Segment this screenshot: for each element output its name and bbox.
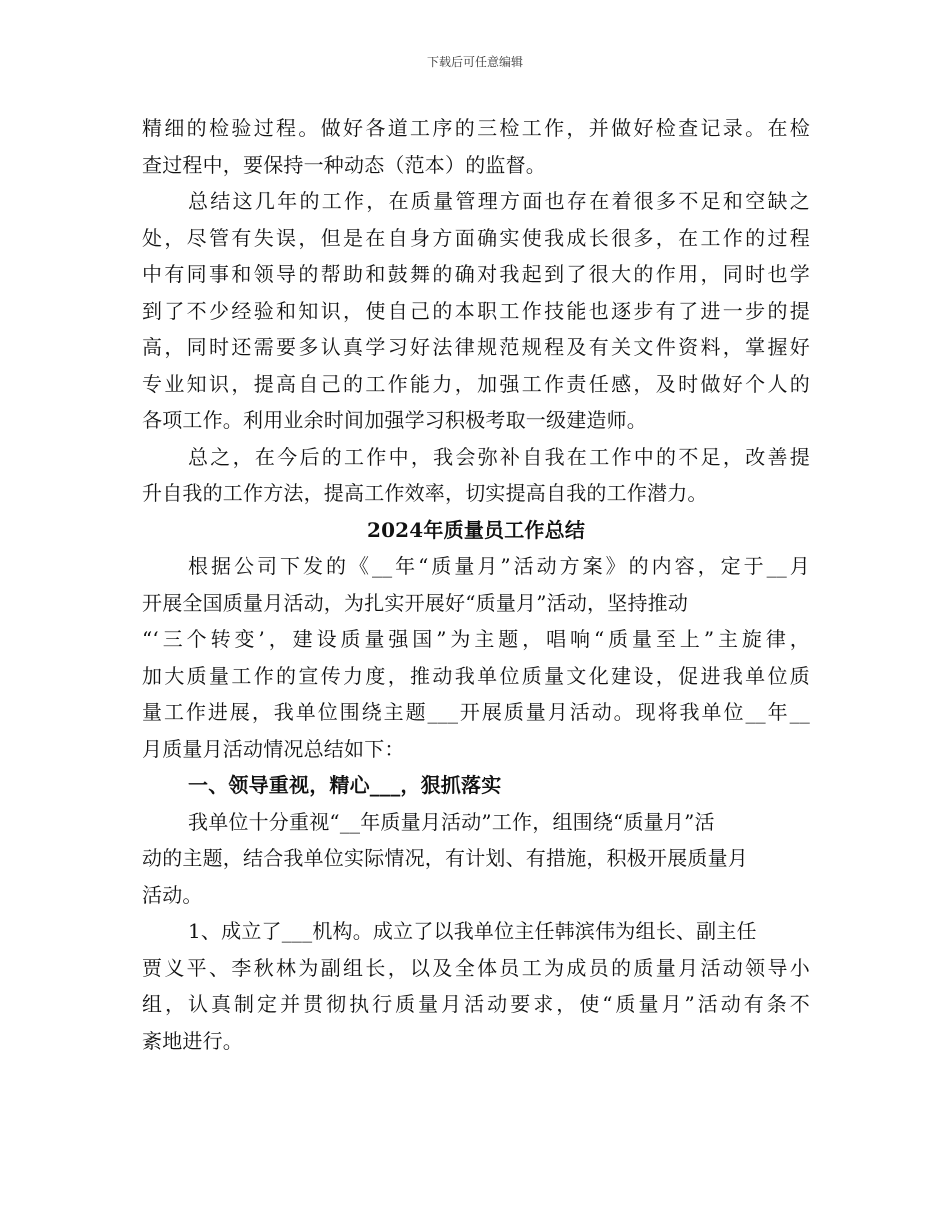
paragraph-line: 我单位十分重视“__年质量月活动”工作，组围绕“质量月”活 bbox=[188, 809, 715, 834]
paragraph-line: 动的主题，结合我单位实际情况，有计划、有措施，积极开展质量月 bbox=[142, 846, 748, 870]
paragraph-line: 组，认真制定并贯彻执行质量月活动要求，使“质量月”活动有条不 bbox=[142, 992, 810, 1016]
page-header-note: 下载后可任意编辑 bbox=[426, 55, 523, 69]
paragraph-line: 加大质量工作的宣传力度，推动我单位质量文化建设，促进我单位质 bbox=[142, 663, 810, 688]
paragraph-line: “‘三个转变’，建设质量强国”为主题，唱响“质量至上”主旋律， bbox=[142, 627, 810, 651]
paragraph-line: 根据公司下发的《__年“质量月”活动方案》的内容，定于__月 bbox=[188, 554, 810, 578]
paragraph-line: 总之，在今后的工作中，我会弥补自我在工作中的不足，改善提 bbox=[188, 444, 810, 469]
paragraph-line: 升自我的工作方法，提高工作效率，切实提高自我的工作潜力。 bbox=[142, 481, 708, 505]
paragraph-line: 开展全国质量月活动，为扎实开展好“质量月”活动，坚持推动 bbox=[142, 590, 689, 615]
section-heading: 一、领导重视，精心___，狠抓落实 bbox=[188, 773, 502, 797]
paragraph-line: 各项工作。利用业余时间加强学习积极考取一级建造师。 bbox=[142, 408, 647, 432]
paragraph-line: 专业知识，提高自己的工作能力，加强工作责任感，及时做好个人的 bbox=[142, 371, 810, 396]
paragraph-line: 量工作进展，我单位围绕主题___开展质量月活动。现将我单位__年__ bbox=[142, 700, 810, 724]
paragraph-line: 1、成立了___机构。成立了以我单位主任韩滨伟为组长、副主任 bbox=[188, 919, 757, 943]
paragraph-line: 处，尽管有失误，但是在自身方面确实使我成长很多，在工作的过程 bbox=[142, 225, 810, 250]
paragraph-line: 紊地进行。 bbox=[142, 1028, 243, 1053]
paragraph-line: 高，同时还需要多认真学习好法律规范规程及有关文件资料，掌握好 bbox=[142, 335, 810, 359]
paragraph-line: 活动。 bbox=[142, 882, 203, 907]
paragraph-line: 贾义平、李秋林为副组长，以及全体员工为成员的质量月活动领导小 bbox=[142, 955, 810, 980]
document-body bbox=[142, 110, 810, 1059]
paragraph-line: 总结这几年的工作，在质量管理方面也存在着很多不足和空缺之 bbox=[188, 189, 810, 213]
paragraph-line: 查过程中，要保持一种动态（范本）的监督。 bbox=[142, 152, 546, 177]
paragraph-line: 月质量月活动情况总结如下： bbox=[142, 736, 405, 761]
paragraph-line: 中有同事和领导的帮助和鼓舞的确对我起到了很大的作用，同时也学 bbox=[142, 262, 810, 286]
paragraph-line: 到了不少经验和知识，使自己的本职工作技能也逐步有了进一步的提 bbox=[142, 298, 810, 323]
document-title: 2024年质量员工作总结 bbox=[366, 517, 586, 542]
paragraph-line: 精细的检验过程。做好各道工序的三检工作，并做好检查记录。在检 bbox=[142, 116, 810, 140]
